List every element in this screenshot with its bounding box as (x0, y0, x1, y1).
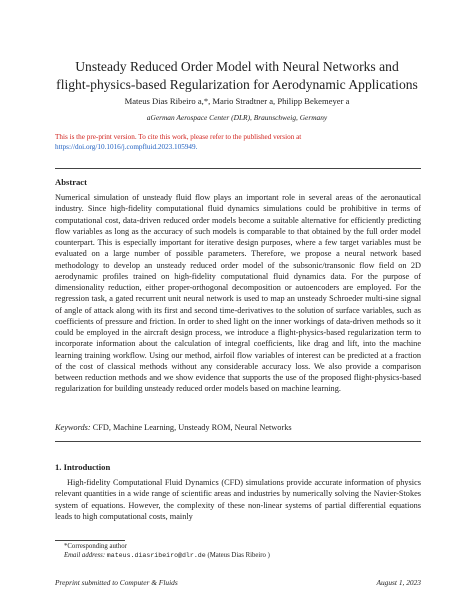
footnote-rule (55, 540, 125, 541)
corresponding-author-footnote: *Corresponding author (64, 543, 127, 550)
preprint-note-text: This is the pre-print version. To cite this work, please refer to the published version at (55, 133, 302, 141)
doi-link[interactable]: https://doi.org/10.1016/j.compfluid.2023.105949. (55, 142, 198, 151)
email-footnote (64, 552, 270, 559)
title-line-1: Unsteady Reduced Order Model with Neural Networks and (75, 59, 399, 74)
abstract-heading: Abstract (55, 177, 87, 187)
keywords-line (55, 423, 421, 432)
footer-submission: Preprint submitted to Computer & Fluids (55, 578, 178, 587)
introduction-body: High-fidelity Computational Fluid Dynamics (CFD) simulations provide accurate information of physics relevant quantities in a wide range of scientific areas and industries by numerically solving the Navier-Stokes system of equations. However, the complexity of these non-linear systems of partial differential equations leads to high computational costs, mainly (55, 478, 421, 521)
abstract-body: Numerical simulation of unsteady fluid flow plays an important role in several areas of the aeronautical industry. Since high-fidelity computational fluid dynamics simulations could be prohibitive in terms of computational cost, data-driven reduced order models become a suitable alternative for efficiently predicting flow variables as long as the accuracy of such models is comparable to that obtained by the full order model counterpart. This is especially important for iterative design purposes, where a few target variables must be evaluated on a large number of possible parameters. Therefore, we propose a neural network based methodology to develop an unsteady reduced order model of the subsonic/transonic flow field on 2D aerodynamic profiles trained on high-fidelity computational fluid dynamics data. For the purpose of dimensionality reduction, either proper-orthogonal decomposition or autoencoders are employed. For the regression task, a gated recurrent unit neural network is used to map an unsteady Schroeder multi-sine signal of angle of attack along with its first and second time-derivatives to the solution of surface variables, such as coefficients of pressure and friction. In order to shed light on the inner workings of data-driven methods so it could be employed in the aircraft design process, we introduce a flight-physics-based regularization term to incorporate information about the calculation of integral coefficients, like drag and lift, into the machine learning training workflow. Using our method, airfoil flow variables of interest can be predicted at a fraction of the cost of classical methods without any considerable accuracy loss. We also provide a comparison between reduction methods and we show evidence that supports the use of the proposed flight-physics-based regularization for building unsteady reduced order models based on machine learning. (55, 193, 421, 394)
footer-date: August 1, 2023 (376, 578, 421, 587)
preprint-note (55, 133, 435, 152)
abstract-bottom-rule (55, 441, 421, 442)
abstract-top-rule (55, 168, 421, 169)
keywords-label: Keywords: (55, 423, 91, 432)
title-line-2: flight-physics-based Regularization for Aerodynamic Applications (56, 77, 418, 92)
author-list: Mateus Dias Ribeiro a,*, Mario Stradtner a, Philipp Bekemeyer a (124, 96, 350, 106)
email-address[interactable]: mateus.diasribeiro@dlr.de (106, 552, 206, 559)
email-name: (Mateus Dias Ribeiro ) (207, 552, 270, 559)
keywords-list: CFD, Machine Learning, Unsteady ROM, Neural Networks (92, 423, 292, 432)
introduction-heading: 1. Introduction (55, 462, 111, 472)
paper-title (40, 58, 434, 94)
affiliation: aGerman Aerospace Center (DLR), Braunschweig, Germany (146, 113, 328, 122)
email-label: Email address: (64, 552, 106, 559)
